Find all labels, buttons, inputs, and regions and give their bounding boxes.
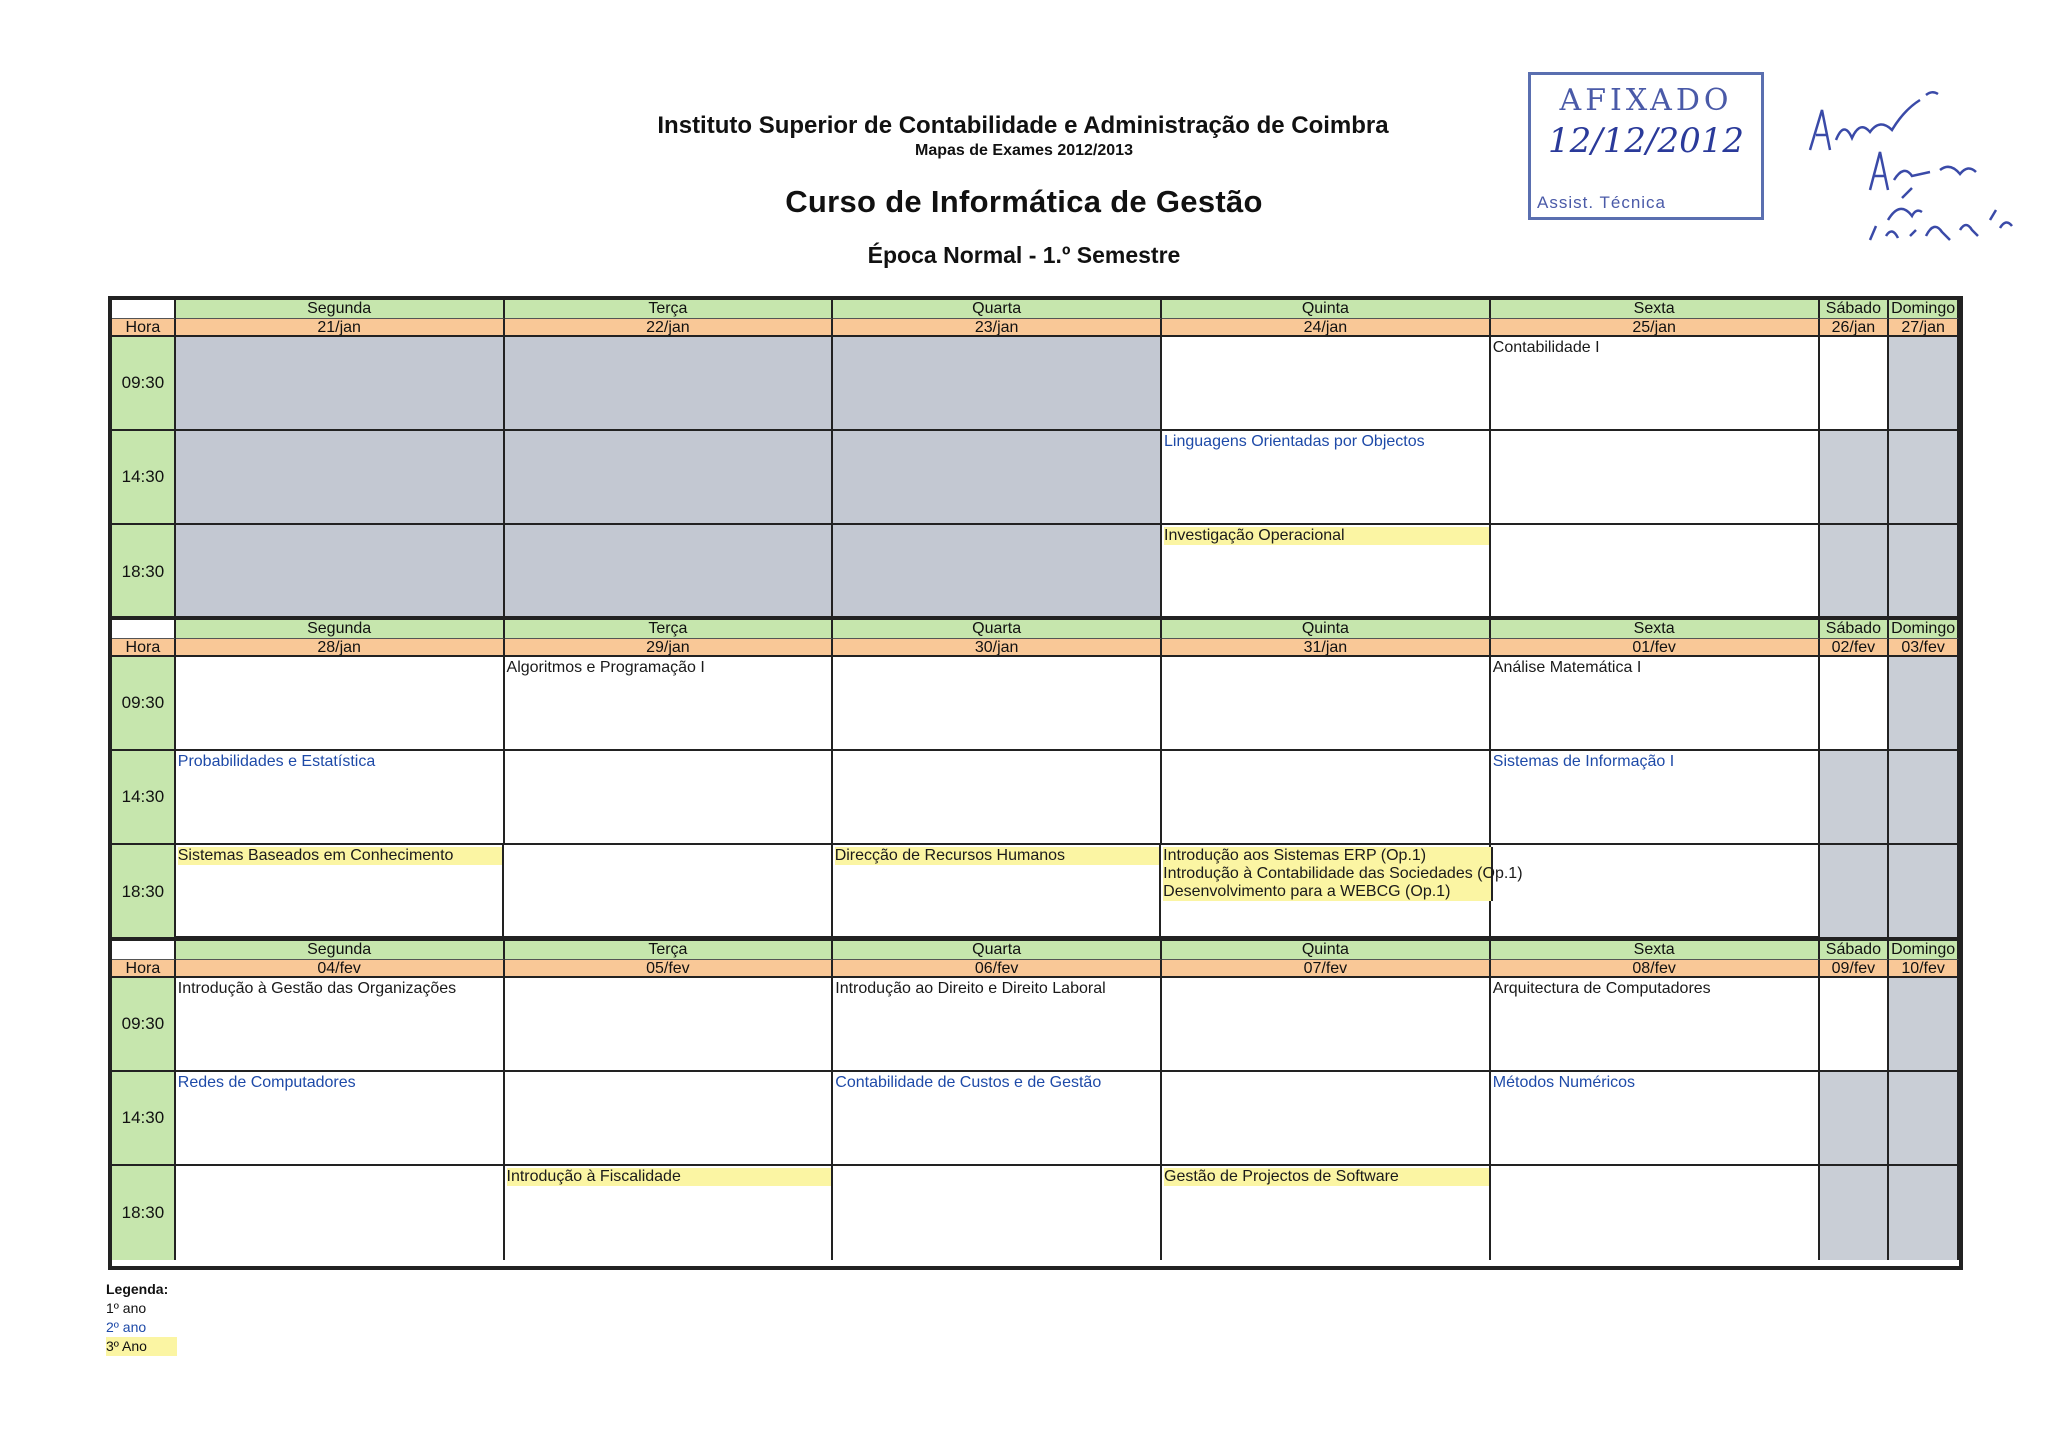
date-cell: 28/jan bbox=[176, 639, 505, 657]
exam-entry: Desenvolvimento para a WEBCG (Op.1) bbox=[1163, 883, 1451, 900]
time-slot-row bbox=[112, 1166, 1959, 1260]
exam-cell bbox=[505, 751, 834, 843]
date-cell: 03/fev bbox=[1889, 639, 1959, 657]
time-slot-row bbox=[112, 845, 1959, 939]
exam-cell bbox=[176, 845, 504, 939]
date-cell: 24/jan bbox=[1162, 319, 1491, 337]
exam-cell bbox=[1889, 657, 1959, 749]
exam-cell bbox=[176, 525, 505, 619]
day-name-cell: Sábado bbox=[1820, 941, 1890, 960]
exam-cell bbox=[1162, 657, 1491, 749]
day-name-cell: Segunda bbox=[176, 620, 505, 639]
exam-cell bbox=[833, 337, 1162, 429]
time-slot-row bbox=[112, 1072, 1959, 1166]
exam-cell bbox=[1820, 1072, 1890, 1164]
exam-cell bbox=[1820, 978, 1890, 1070]
exam-cell bbox=[1162, 431, 1491, 523]
date-cell: 21/jan bbox=[176, 319, 505, 337]
exam-cell bbox=[1491, 337, 1820, 429]
day-name-cell: Sexta bbox=[1491, 620, 1820, 639]
day-name-cell: Quarta bbox=[833, 300, 1162, 319]
exam-cell bbox=[833, 657, 1162, 749]
exam-cell bbox=[1162, 1072, 1491, 1164]
day-name-cell: Segunda bbox=[176, 941, 505, 960]
day-name-cell: Quarta bbox=[833, 941, 1162, 960]
date-cell: 08/fev bbox=[1491, 960, 1820, 978]
day-name-cell: Quinta bbox=[1162, 941, 1491, 960]
exam-cell bbox=[1161, 845, 1523, 939]
time-cell: 14:30 bbox=[112, 751, 176, 843]
week-2-schedule bbox=[108, 616, 1963, 940]
date-cell: 10/fev bbox=[1889, 960, 1959, 978]
legend-title: Legenda: bbox=[106, 1281, 169, 1297]
date-cell: 31/jan bbox=[1162, 639, 1491, 657]
day-name-cell: Terça bbox=[505, 941, 834, 960]
exam-cell bbox=[1491, 1072, 1820, 1164]
exam-cell bbox=[833, 1072, 1162, 1164]
exam-cell bbox=[1889, 1072, 1959, 1164]
exam-cell bbox=[833, 845, 1161, 939]
date-cell: 07/fev bbox=[1162, 960, 1491, 978]
exam-cell bbox=[1889, 337, 1959, 429]
exam-entry: Redes de Computadores bbox=[178, 1074, 505, 1092]
date-cell: 09/fev bbox=[1820, 960, 1890, 978]
exam-cell bbox=[1889, 1166, 1959, 1260]
date-cell: 02/fev bbox=[1820, 639, 1890, 657]
exam-cell bbox=[1820, 657, 1890, 749]
exam-cell bbox=[176, 1072, 505, 1164]
stamp-date: 12/12/2012 bbox=[1548, 121, 1744, 161]
handwritten-approval-note bbox=[1800, 80, 2020, 250]
date-cell: 04/fev bbox=[176, 960, 505, 978]
day-name-cell: Quinta bbox=[1162, 620, 1491, 639]
legend-year-2: 2º ano bbox=[106, 1319, 147, 1335]
day-name-cell: Segunda bbox=[176, 300, 505, 319]
institution-title: Instituto Superior de Contabilidade e Administração de Coimbra bbox=[657, 112, 1389, 139]
course-title: Curso de Informática de Gestão bbox=[785, 184, 1263, 219]
legend-year-1: 1º ano bbox=[106, 1300, 147, 1316]
exam-cell bbox=[1820, 1166, 1890, 1260]
day-name-cell: Sábado bbox=[1820, 620, 1890, 639]
day-name-cell: Sexta bbox=[1491, 941, 1820, 960]
date-cell: 23/jan bbox=[833, 319, 1162, 337]
exam-cell bbox=[833, 1166, 1162, 1260]
exam-cell bbox=[1889, 845, 1959, 939]
exam-entry: Contabilidade de Custos e de Gestão bbox=[835, 1074, 1162, 1092]
stamp-title: AFIXADO bbox=[1559, 83, 1733, 118]
week-1-schedule bbox=[108, 296, 1963, 620]
exam-entry: Sistemas Baseados em Conhecimento bbox=[178, 847, 504, 865]
exam-cell bbox=[1162, 751, 1491, 843]
exam-entry: Introdução à Fiscalidade bbox=[507, 1168, 834, 1186]
exam-entry: Contabilidade I bbox=[1493, 339, 1820, 357]
exam-cell bbox=[176, 978, 505, 1070]
exam-cell bbox=[1889, 978, 1959, 1070]
day-name-cell: Sexta bbox=[1491, 300, 1820, 319]
exam-cell bbox=[1889, 525, 1959, 619]
exam-entry: Análise Matemática I bbox=[1493, 659, 1820, 677]
time-slot-row bbox=[112, 751, 1959, 845]
afixado-stamp bbox=[1528, 72, 1764, 220]
exam-maps-subtitle: Mapas de Exames 2012/2013 bbox=[915, 142, 1133, 159]
time-cell: 14:30 bbox=[112, 1072, 176, 1164]
exam-cell bbox=[833, 978, 1162, 1070]
legend bbox=[106, 1280, 177, 1356]
time-cell: 18:30 bbox=[112, 525, 176, 619]
exam-entry: Investigação Operacional bbox=[1164, 527, 1491, 545]
exam-cell bbox=[176, 657, 505, 749]
exam-cell bbox=[1491, 431, 1820, 523]
exam-cell bbox=[505, 525, 834, 619]
hour-label: Hora bbox=[112, 319, 176, 337]
time-slot-row bbox=[112, 337, 1959, 431]
day-header-row bbox=[112, 941, 1959, 960]
exam-cell bbox=[1820, 751, 1890, 843]
exam-cell bbox=[504, 845, 832, 939]
season-title: Época Normal - 1.º Semestre bbox=[867, 242, 1181, 268]
exam-cell bbox=[833, 751, 1162, 843]
hour-label: Hora bbox=[112, 960, 176, 978]
exam-cell bbox=[1889, 431, 1959, 523]
exam-entry: Introdução aos Sistemas ERP (Op.1) bbox=[1163, 847, 1427, 864]
time-cell: 14:30 bbox=[112, 431, 176, 523]
exam-cell bbox=[176, 1166, 505, 1260]
exam-cell bbox=[1491, 657, 1820, 749]
exam-cell bbox=[1820, 337, 1890, 429]
exam-cell bbox=[1162, 525, 1491, 619]
exam-cell bbox=[176, 431, 505, 523]
time-cell: 18:30 bbox=[112, 845, 176, 939]
exam-cell bbox=[1889, 751, 1959, 843]
exam-cell bbox=[176, 337, 505, 429]
exam-entry: Introdução à Contabilidade das Sociedades (Op.1) bbox=[1163, 865, 1523, 882]
corner-cell bbox=[112, 620, 176, 639]
exam-cell bbox=[1162, 978, 1491, 1070]
day-name-cell: Domingo bbox=[1889, 620, 1959, 639]
time-cell: 18:30 bbox=[112, 1166, 176, 1260]
corner-cell bbox=[112, 300, 176, 319]
exam-entry-group bbox=[1163, 847, 1523, 901]
day-header-row bbox=[112, 300, 1959, 319]
day-name-cell: Terça bbox=[505, 620, 834, 639]
day-name-cell: Domingo bbox=[1889, 941, 1959, 960]
exam-entry: Métodos Numéricos bbox=[1493, 1074, 1820, 1092]
exam-cell bbox=[1491, 751, 1820, 843]
exam-entry: Algoritmos e Programação I bbox=[507, 659, 834, 677]
exam-entry: Sistemas de Informação I bbox=[1493, 753, 1820, 771]
date-cell: 25/jan bbox=[1491, 319, 1820, 337]
date-cell: 27/jan bbox=[1889, 319, 1959, 337]
date-cell: 05/fev bbox=[505, 960, 834, 978]
corner-cell bbox=[112, 941, 176, 960]
date-header-row bbox=[112, 960, 1959, 978]
exam-entry: Probabilidades e Estatística bbox=[178, 753, 505, 771]
exam-entry: Gestão de Projectos de Software bbox=[1164, 1168, 1491, 1186]
exam-cell bbox=[505, 1072, 834, 1164]
day-name-cell: Terça bbox=[505, 300, 834, 319]
exam-cell bbox=[1491, 845, 1819, 939]
exam-entry: Introdução à Gestão das Organizações bbox=[178, 980, 505, 998]
exam-cell bbox=[1162, 337, 1491, 429]
time-cell: 09:30 bbox=[112, 978, 176, 1070]
exam-entry: Arquitectura de Computadores bbox=[1493, 980, 1820, 998]
time-slot-row bbox=[112, 431, 1959, 525]
date-cell: 01/fev bbox=[1491, 639, 1820, 657]
time-slot-row bbox=[112, 525, 1959, 619]
day-header-row bbox=[112, 620, 1959, 639]
exam-cell bbox=[176, 751, 505, 843]
exam-cell bbox=[505, 657, 834, 749]
day-name-cell: Sábado bbox=[1820, 300, 1890, 319]
exam-cell bbox=[505, 1166, 834, 1260]
exam-entry: Direcção de Recursos Humanos bbox=[835, 847, 1161, 865]
hour-label: Hora bbox=[112, 639, 176, 657]
time-cell: 09:30 bbox=[112, 337, 176, 429]
exam-cell bbox=[505, 431, 834, 523]
exam-cell bbox=[1491, 978, 1820, 1070]
day-name-cell: Domingo bbox=[1889, 300, 1959, 319]
exam-cell bbox=[1491, 525, 1820, 619]
time-cell: 09:30 bbox=[112, 657, 176, 749]
time-slot-row bbox=[112, 657, 1959, 751]
date-cell: 30/jan bbox=[833, 639, 1162, 657]
week-3-schedule bbox=[108, 937, 1963, 1270]
exam-cell bbox=[1162, 1166, 1491, 1260]
date-cell: 22/jan bbox=[505, 319, 834, 337]
legend-year-3: 3º Ano bbox=[106, 1337, 177, 1356]
exam-cell bbox=[505, 337, 834, 429]
exam-cell bbox=[1820, 845, 1890, 939]
date-header-row bbox=[112, 319, 1959, 337]
day-name-cell: Quinta bbox=[1162, 300, 1491, 319]
exam-cell bbox=[833, 525, 1162, 619]
stamp-signature: Assist. Técnica bbox=[1537, 193, 1667, 212]
exam-cell bbox=[505, 978, 834, 1070]
exam-cell bbox=[833, 431, 1162, 523]
exam-cell bbox=[1491, 1166, 1820, 1260]
exam-entry: Introdução ao Direito e Direito Laboral bbox=[835, 980, 1162, 998]
day-name-cell: Quarta bbox=[833, 620, 1162, 639]
date-cell: 29/jan bbox=[505, 639, 834, 657]
exam-cell bbox=[1820, 525, 1890, 619]
time-slot-row bbox=[112, 978, 1959, 1072]
date-cell: 26/jan bbox=[1820, 319, 1890, 337]
exam-cell bbox=[1820, 431, 1890, 523]
date-header-row bbox=[112, 639, 1959, 657]
exam-entry: Linguagens Orientadas por Objectos bbox=[1164, 433, 1491, 451]
date-cell: 06/fev bbox=[833, 960, 1162, 978]
